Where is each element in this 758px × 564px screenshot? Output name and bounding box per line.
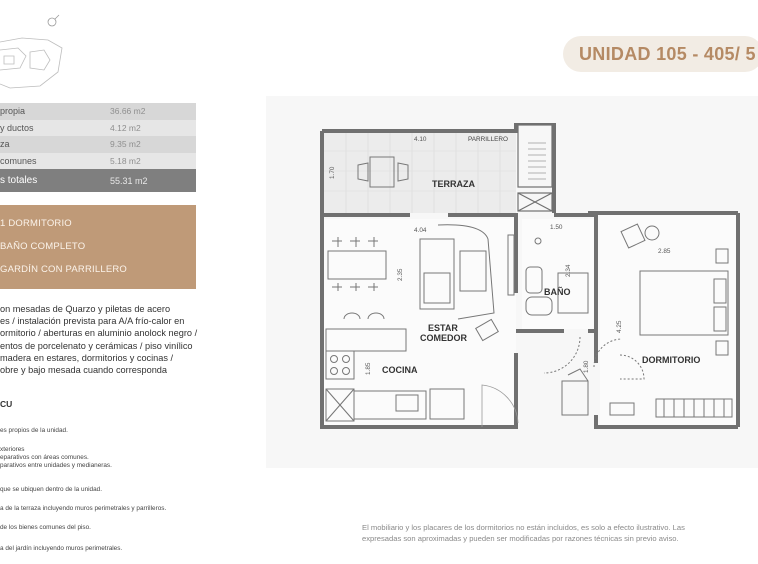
feature-item: GARDÍN CON PARRILLERO — [0, 264, 128, 275]
finishes-description: on mesadas de Quarzo y piletas de acero es / instalación prevista para A/A frío-calor en ormitorio / aberturas en aluminio anolock negro / entos de porcelenato y cerámicas / piso vinílico madera en estares, dormitorios y cocinas / obre y bajo mesada cuando corresponda — [0, 304, 198, 376]
surface-row: za 9.35 m2 — [0, 136, 196, 153]
legend-item: que se ubiquen dentro de la unidad. — [0, 486, 102, 493]
room-label-terraza: TERRAZA — [432, 179, 475, 189]
feature-item: BAÑO COMPLETO — [0, 241, 86, 252]
surface-row: comunes 5.18 m2 — [0, 153, 196, 170]
site-location-thumbnail — [0, 12, 80, 90]
dim-terraza-height: 1.70 — [329, 166, 336, 179]
legend-item: es propios de la unidad. — [0, 427, 68, 434]
dim-dorm-width: 2.85 — [658, 248, 671, 255]
legend-item: de los bienes comunes del piso. — [0, 524, 91, 531]
surface-row: propia 36.66 m2 — [0, 103, 196, 120]
disclaimer: El mobiliario y los placares de los dormitorios no están incluidos, es solo a efecto ilustrativo. Las expresadas son aproximadas y pueden ser modificadas por razones técnicas sin previo aviso. — [362, 523, 685, 543]
dim-bano-width: 1.50 — [550, 224, 563, 231]
unit-title: UNIDAD 105 - 405/ 5 — [563, 36, 758, 72]
room-label-dormitorio: DORMITORIO — [642, 355, 701, 365]
room-label-cocina: COCINA — [382, 365, 418, 375]
legend-item: xteriores eparativos con áreas comunes. parativos entre unidades y medianeras. — [0, 446, 112, 469]
legend-item: a del jardín incluyendo muros perimetrales. — [0, 545, 123, 552]
surface-total-row: s totales 55.31 m2 — [0, 169, 196, 192]
legend-title: CU — [0, 399, 13, 409]
feature-item: 1 DORMITORIO — [0, 218, 72, 229]
room-label-estar: ESTAR — [428, 323, 458, 333]
dim-bano-height: 2.34 — [565, 264, 572, 277]
floor-plan — [318, 123, 742, 429]
surface-table — [0, 103, 196, 192]
surface-row: y ductos 4.12 m2 — [0, 120, 196, 137]
dim-hall-height: 1.80 — [583, 360, 590, 373]
room-label-bano: BAÑO — [544, 287, 571, 297]
legend-item: a de la terraza incluyendo muros perimetrales y parrilleros. — [0, 505, 167, 512]
dim-dorm-height: 4.25 — [616, 320, 623, 333]
room-label-parrillero: PARRILLERO — [468, 136, 509, 143]
room-label-comedor: COMEDOR — [420, 333, 467, 343]
dim-cocina-height: 1.85 — [365, 362, 372, 375]
parrillero-grill — [518, 125, 552, 187]
north-arrow-icon — [48, 15, 59, 26]
dim-estar-width: 4.04 — [414, 227, 427, 234]
dim-estar-height: 2.35 — [397, 268, 404, 281]
unit-features — [0, 205, 196, 289]
dim-terraza-width: 4.10 — [414, 136, 427, 143]
